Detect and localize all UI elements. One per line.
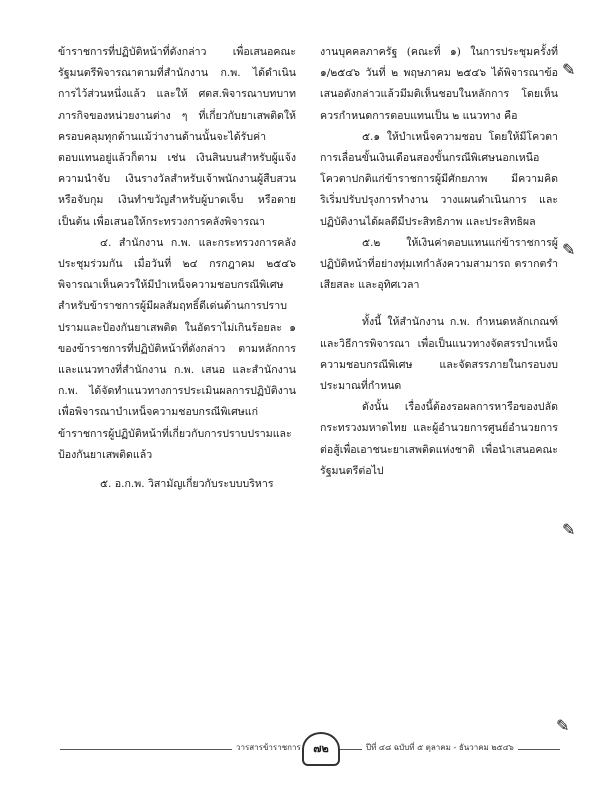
margin-mark-icon: ✎	[562, 60, 576, 79]
paragraph: งานบุคคลภาครัฐ (คณะที่ ๑) ในการประชุมครั้งที่ ๑/๒๕๔๖ วันที่ ๒ พฤษภาคม ๒๕๔๖ ได้พิจารณาข้อเสนอดังกล่าวแล้วมีมติเห็นชอบในหลักการ โดยเห็นควรกำหนดการตอบแทนเป็น ๒ แนวทาง คือ	[320, 46, 558, 122]
margin-mark-icon: ✎	[562, 240, 576, 259]
paragraph: ๕.๒ ให้เงินค่าตอบแทนแก่ข้าราชการผู้ปฏิบัติหน้าที่อย่างทุ่มเทกำลังความสามารถ ตรากตรำ เสียสละ และอุทิศเวลา	[320, 236, 558, 292]
paragraph: ทั้งนี้ ให้สำนักงาน ก.พ. กำหนดหลักเกณฑ์และวิธีการพิจารณา เพื่อเป็นแนวทางจัดสรรบำเหน็จความชอบกรณีพิเศษ และจัดสรรภายในกรอบงบประมาณที่กำหนด	[320, 316, 558, 393]
paragraph: ข้าราชการที่ปฏิบัติหน้าที่ดังกล่าว เพื่อเสนอคณะรัฐมนตรีพิจารณาตามที่สำนักงาน ก.พ. ได้ดำเนินการไว้ส่วนหนึ่งแล้ว และให้ ศตส.พิจารณาบทบาท ภารกิจของหน่วยงานต่าง ๆ ที่เกี่ยวกับยาเสพติดให้ครอบคลุมทุกด้านแม้ว่างานด้านนั้นจะได้รับค่าตอบแทนอยู่แล้วก็ตาม เช่น เงินสินบนสำหรับผู้แจ้งความนำจับ เงินรางวัลสำหรับเจ้าพนักงานผู้สืบสวนหรือจับกุม เงินทำขวัญสำหรับผู้บาดเจ็บ หรือตาย เป็นต้น เพื่อเสนอให้กระทรวงการคลังพิจารณา	[58, 46, 296, 228]
paragraph: ดังนั้น เรื่องนี้ต้องรอผลการหารือของปลัดกระทรวงมหาดไทย และผู้อำนวยการศูนย์อำนวยการต่อสู้เพื่อเอาชนะยาเสพติดแห่งชาติ เพื่อนำเสนอคณะรัฐมนตรีต่อไป	[320, 401, 558, 477]
paragraph: ๕.๑ ให้บำเหน็จความชอบ โดยให้มีโควตาการเลื่อนขั้นเงินเดือนสองขั้นกรณีพิเศษนอกเหนือโควตาปกติแก่ข้าราชการผู้มีศักยภาพ มีความคิดริเริ่มปรับปรุงการทำงาน วางแผนดำเนินการ และปฏิบัติงานได้ผลดีมีประสิทธิภาพ และประสิทธิผล	[320, 130, 558, 228]
issue-info: ปีที่ ๔๘ ฉบับที่ ๕ ตุลาคม - ธันวาคม ๒๕๔๖	[362, 741, 518, 754]
paragraph: ๕. อ.ก.พ. วิสามัญเกี่ยวกับระบบบริหาร	[100, 478, 274, 491]
right-column	[320, 42, 558, 482]
left-column	[58, 42, 296, 495]
page-number: ๗๒	[302, 732, 340, 766]
margin-mark-icon: ✎	[556, 716, 570, 735]
journal-name: วารสารข้าราชการ	[232, 741, 305, 754]
page-footer	[60, 738, 560, 760]
paragraph: ๔. สำนักงาน ก.พ. และกระทรวงการคลังประชุมร่วมกัน เมื่อวันที่ ๒๔ กรกฎาคม ๒๕๔๖ พิจารณาเห็นควรให้มีบำเหน็จความชอบกรณีพิเศษสำหรับข้าราชการผู้มีผลสัมฤทธิ์ดีเด่นด้านการปราบปรามและป้องกันยาเสพติด ในอัตราไม่เกินร้อยละ ๑ ของข้าราชการที่ปฏิบัติหน้าที่ดังกล่าว ตามหลักการและแนวทางที่สำนักงาน ก.พ. เสนอ และสำนักงาน ก.พ. ได้จัดทำแนวทางการประเมินผลการปฏิบัติงานเพื่อพิจารณาบำเหน็จความชอบกรณีพิเศษแก่ข้าราชการผู้ปฏิบัติหน้าที่เกี่ยวกับการปราบปรามและป้องกันยาเสพติดแล้ว	[58, 236, 296, 461]
margin-mark-icon: ✎	[562, 520, 576, 539]
